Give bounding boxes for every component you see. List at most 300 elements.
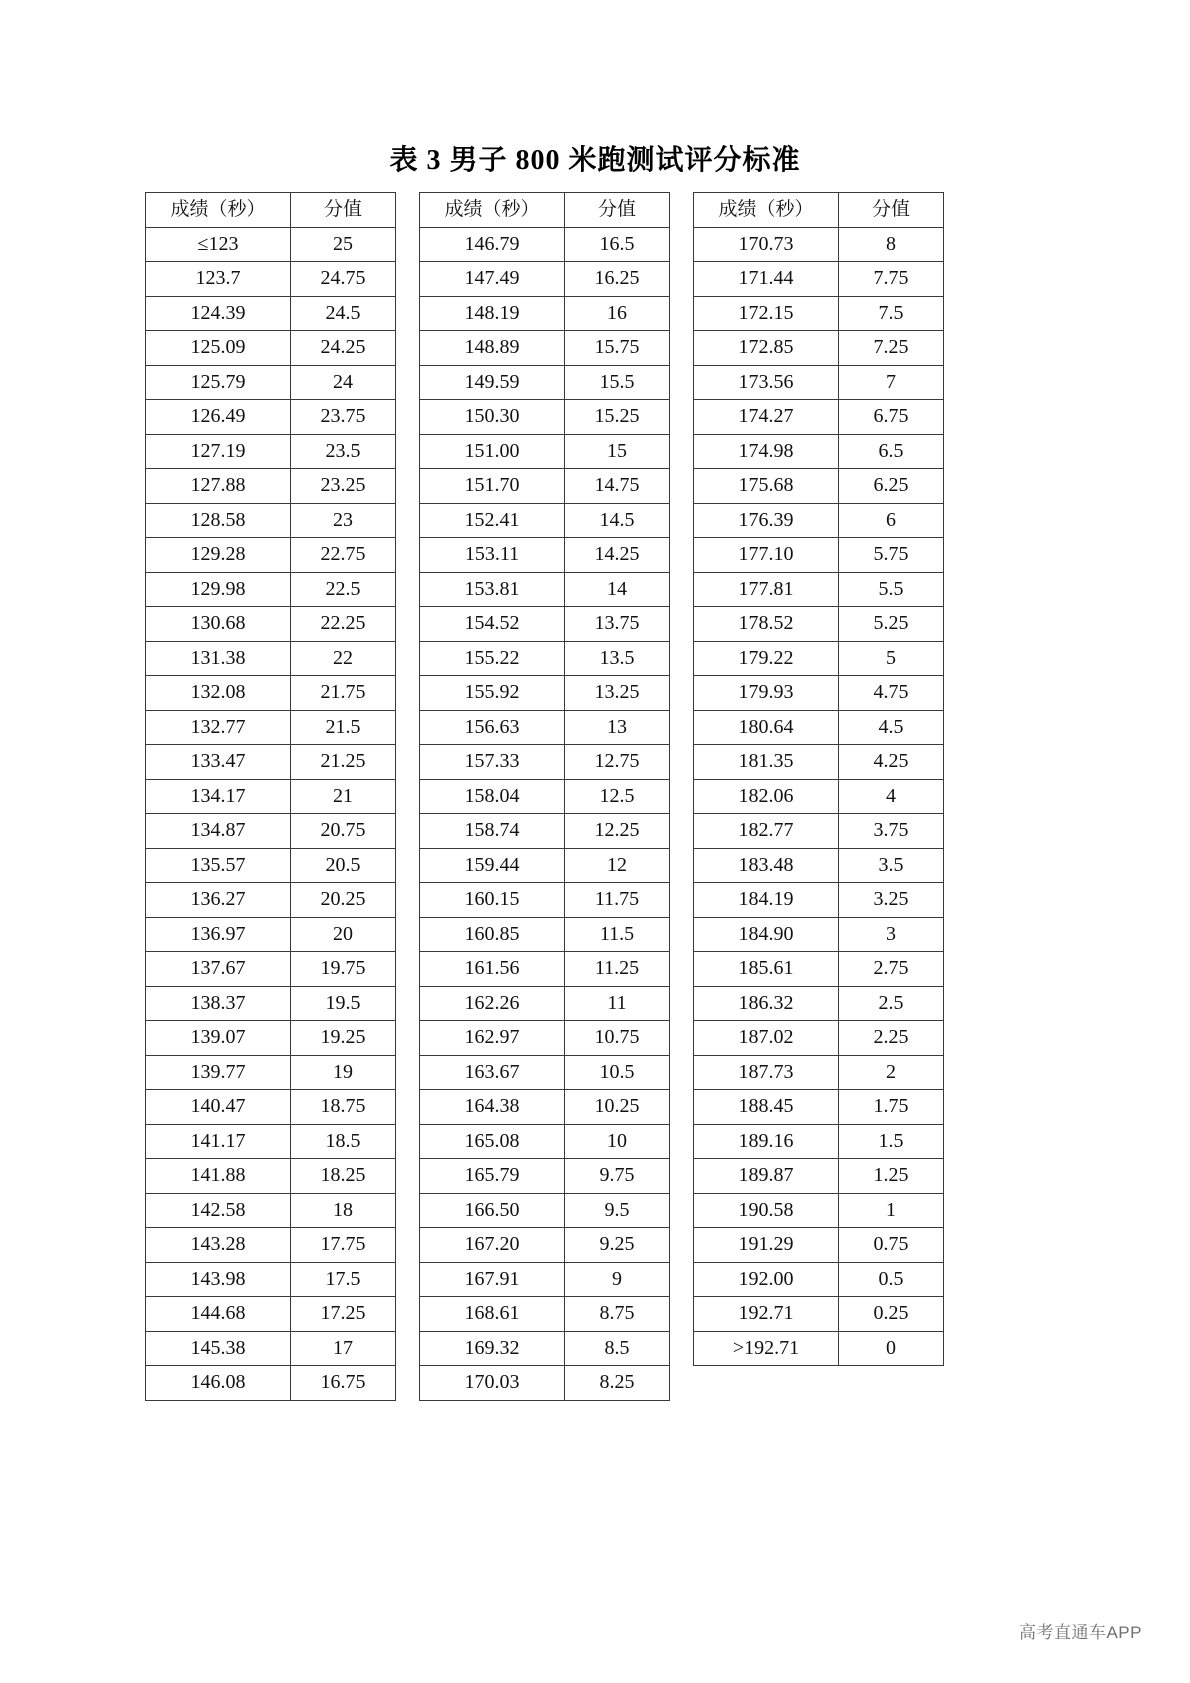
table-row — [146, 572, 396, 607]
cell-score: 15.5 — [565, 365, 670, 400]
table-row — [694, 676, 944, 711]
table-row — [146, 434, 396, 469]
table-row — [420, 745, 670, 780]
cell-score: 14.25 — [565, 538, 670, 573]
cell-time: 185.61 — [694, 952, 839, 987]
cell-time: 150.30 — [420, 400, 565, 435]
table-row — [146, 1124, 396, 1159]
table-row — [146, 1331, 396, 1366]
table-row — [420, 1021, 670, 1056]
cell-time: 184.90 — [694, 917, 839, 952]
cell-time: 130.68 — [146, 607, 291, 642]
cell-time: 129.98 — [146, 572, 291, 607]
cell-score: 9 — [565, 1262, 670, 1297]
table-row — [694, 1021, 944, 1056]
cell-time: 125.09 — [146, 331, 291, 366]
cell-time: 141.17 — [146, 1124, 291, 1159]
cell-score: 23.25 — [291, 469, 396, 504]
cell-time: 174.27 — [694, 400, 839, 435]
cell-time: 162.97 — [420, 1021, 565, 1056]
cell-time: 178.52 — [694, 607, 839, 642]
cell-score: 15 — [565, 434, 670, 469]
cell-time: 159.44 — [420, 848, 565, 883]
table-row — [420, 400, 670, 435]
score-table — [145, 192, 396, 1401]
column-header-score: 分值 — [565, 193, 670, 228]
cell-time: 132.77 — [146, 710, 291, 745]
cell-time: 153.11 — [420, 538, 565, 573]
cell-time: 158.74 — [420, 814, 565, 849]
table-row — [420, 365, 670, 400]
table-row — [420, 296, 670, 331]
cell-score: 20.25 — [291, 883, 396, 918]
cell-time: 173.56 — [694, 365, 839, 400]
cell-score: 11.5 — [565, 917, 670, 952]
cell-score: 11 — [565, 986, 670, 1021]
cell-time: 187.02 — [694, 1021, 839, 1056]
cell-score: 5.75 — [839, 538, 944, 573]
table-row — [420, 1366, 670, 1401]
cell-score: 0 — [839, 1331, 944, 1366]
cell-time: 127.19 — [146, 434, 291, 469]
watermark-label: 高考直通车APP — [1018, 1623, 1142, 1642]
table-row — [420, 1090, 670, 1125]
cell-score: 22.5 — [291, 572, 396, 607]
cell-score: 17 — [291, 1331, 396, 1366]
table-row — [694, 848, 944, 883]
cell-time: 139.77 — [146, 1055, 291, 1090]
table-row — [694, 917, 944, 952]
table-row — [694, 365, 944, 400]
cell-time: 129.28 — [146, 538, 291, 573]
cell-time: 131.38 — [146, 641, 291, 676]
cell-score: 12.75 — [565, 745, 670, 780]
cell-time: 137.67 — [146, 952, 291, 987]
table-row — [420, 848, 670, 883]
cell-score: 13 — [565, 710, 670, 745]
table-row — [420, 952, 670, 987]
cell-time: 172.15 — [694, 296, 839, 331]
table-row — [420, 434, 670, 469]
cell-time: 170.73 — [694, 227, 839, 262]
cell-score: 10.5 — [565, 1055, 670, 1090]
cell-score: 2.75 — [839, 952, 944, 987]
table-row — [694, 1124, 944, 1159]
table-row — [146, 1228, 396, 1263]
table-row — [146, 1159, 396, 1194]
table-row — [420, 538, 670, 573]
table-header-row — [420, 193, 670, 228]
cell-score: 0.75 — [839, 1228, 944, 1263]
cell-score: 6 — [839, 503, 944, 538]
cell-time: 154.52 — [420, 607, 565, 642]
cell-score: 0.25 — [839, 1297, 944, 1332]
cell-score: 7.5 — [839, 296, 944, 331]
table-row — [694, 1297, 944, 1332]
table-row — [146, 986, 396, 1021]
cell-time: 164.38 — [420, 1090, 565, 1125]
cell-time: 177.81 — [694, 572, 839, 607]
table-row — [146, 365, 396, 400]
cell-time: 172.85 — [694, 331, 839, 366]
table-row — [420, 1055, 670, 1090]
cell-score: 22.75 — [291, 538, 396, 573]
cell-score: 8 — [839, 227, 944, 262]
cell-time: 191.29 — [694, 1228, 839, 1263]
column-header-score: 分值 — [291, 193, 396, 228]
cell-score: 4.5 — [839, 710, 944, 745]
table-row — [146, 710, 396, 745]
cell-time: 124.39 — [146, 296, 291, 331]
cell-time: 163.67 — [420, 1055, 565, 1090]
cell-time: 189.87 — [694, 1159, 839, 1194]
cell-score: 19 — [291, 1055, 396, 1090]
cell-time: 162.26 — [420, 986, 565, 1021]
cell-time: 160.15 — [420, 883, 565, 918]
table-row — [694, 262, 944, 297]
cell-score: 0.5 — [839, 1262, 944, 1297]
cell-score: 7.75 — [839, 262, 944, 297]
table-row — [146, 262, 396, 297]
cell-time: 126.49 — [146, 400, 291, 435]
table-header-row — [694, 193, 944, 228]
cell-score: 13.25 — [565, 676, 670, 711]
cell-time: 138.37 — [146, 986, 291, 1021]
cell-score: 19.25 — [291, 1021, 396, 1056]
cell-time: 133.47 — [146, 745, 291, 780]
table-row — [694, 814, 944, 849]
cell-time: 125.79 — [146, 365, 291, 400]
cell-time: 157.33 — [420, 745, 565, 780]
cell-score: 10.25 — [565, 1090, 670, 1125]
cell-time: 182.77 — [694, 814, 839, 849]
cell-score: 24.5 — [291, 296, 396, 331]
cell-score: 17.5 — [291, 1262, 396, 1297]
cell-time: 147.49 — [420, 262, 565, 297]
cell-score: 24.75 — [291, 262, 396, 297]
cell-score: 5.25 — [839, 607, 944, 642]
cell-time: 175.68 — [694, 469, 839, 504]
cell-time: 142.58 — [146, 1193, 291, 1228]
table-row — [420, 1193, 670, 1228]
cell-time: 168.61 — [420, 1297, 565, 1332]
cell-time: 179.22 — [694, 641, 839, 676]
table-row — [420, 262, 670, 297]
cell-score: 18.5 — [291, 1124, 396, 1159]
cell-time: 140.47 — [146, 1090, 291, 1125]
cell-score: 8.5 — [565, 1331, 670, 1366]
cell-score: 16.5 — [565, 227, 670, 262]
table-row — [146, 1262, 396, 1297]
cell-score: 16.75 — [291, 1366, 396, 1401]
table-row — [694, 1228, 944, 1263]
table-row — [420, 331, 670, 366]
cell-score: 5 — [839, 641, 944, 676]
table-row — [420, 710, 670, 745]
cell-time: 188.45 — [694, 1090, 839, 1125]
cell-score: 1.75 — [839, 1090, 944, 1125]
cell-score: 1.25 — [839, 1159, 944, 1194]
table-row — [146, 745, 396, 780]
table-row — [146, 1055, 396, 1090]
table-row — [420, 814, 670, 849]
cell-time: 192.71 — [694, 1297, 839, 1332]
cell-time: 160.85 — [420, 917, 565, 952]
table-row — [694, 400, 944, 435]
table-row — [694, 503, 944, 538]
cell-score: 22 — [291, 641, 396, 676]
score-tables-container — [145, 192, 1050, 1401]
table-row — [694, 538, 944, 573]
cell-score: 25 — [291, 227, 396, 262]
cell-score: 2 — [839, 1055, 944, 1090]
cell-score: 2.25 — [839, 1021, 944, 1056]
table-row — [146, 952, 396, 987]
table-row — [694, 1159, 944, 1194]
table-row — [694, 572, 944, 607]
cell-score: 24.25 — [291, 331, 396, 366]
cell-score: 8.75 — [565, 1297, 670, 1332]
cell-time: 192.00 — [694, 1262, 839, 1297]
table-row — [420, 1228, 670, 1263]
cell-time: 148.19 — [420, 296, 565, 331]
table-row — [694, 641, 944, 676]
cell-time: 167.91 — [420, 1262, 565, 1297]
cell-time: 135.57 — [146, 848, 291, 883]
table-row — [420, 469, 670, 504]
cell-score: 9.25 — [565, 1228, 670, 1263]
table-row — [420, 607, 670, 642]
table-row — [694, 331, 944, 366]
table-row — [146, 779, 396, 814]
table-row — [146, 227, 396, 262]
cell-score: 6.25 — [839, 469, 944, 504]
cell-score: 12 — [565, 848, 670, 883]
table-row — [146, 1297, 396, 1332]
table-row — [146, 1090, 396, 1125]
table-row — [146, 331, 396, 366]
cell-score: 21.25 — [291, 745, 396, 780]
column-header-time: 成绩（秒） — [420, 193, 565, 228]
table-row — [420, 1262, 670, 1297]
cell-time: 166.50 — [420, 1193, 565, 1228]
cell-score: 17.75 — [291, 1228, 396, 1263]
cell-score: 24 — [291, 365, 396, 400]
table-row — [146, 917, 396, 952]
table-row — [146, 607, 396, 642]
cell-time: 182.06 — [694, 779, 839, 814]
table-row — [694, 434, 944, 469]
table-row — [420, 883, 670, 918]
cell-score: 2.5 — [839, 986, 944, 1021]
cell-time: 136.27 — [146, 883, 291, 918]
table-row — [146, 1366, 396, 1401]
cell-score: 4.75 — [839, 676, 944, 711]
table-row — [146, 538, 396, 573]
table-row — [146, 503, 396, 538]
score-table-block — [693, 192, 941, 1366]
cell-time: 136.97 — [146, 917, 291, 952]
table-row — [146, 848, 396, 883]
score-table-block — [419, 192, 667, 1401]
cell-time: 148.89 — [420, 331, 565, 366]
cell-score: 21.75 — [291, 676, 396, 711]
cell-time: 144.68 — [146, 1297, 291, 1332]
cell-score: 21 — [291, 779, 396, 814]
cell-score: 14 — [565, 572, 670, 607]
table-row — [694, 710, 944, 745]
cell-score: 11.75 — [565, 883, 670, 918]
cell-time: 141.88 — [146, 1159, 291, 1194]
cell-score: 6.5 — [839, 434, 944, 469]
cell-time: 158.04 — [420, 779, 565, 814]
cell-score: 7.25 — [839, 331, 944, 366]
table-row — [694, 745, 944, 780]
table-row — [694, 986, 944, 1021]
cell-time: 176.39 — [694, 503, 839, 538]
cell-time: 139.07 — [146, 1021, 291, 1056]
cell-score: 1 — [839, 1193, 944, 1228]
table-row — [694, 1331, 944, 1366]
table-row — [146, 400, 396, 435]
cell-time: ≤123 — [146, 227, 291, 262]
cell-score: 10.75 — [565, 1021, 670, 1056]
table-row — [420, 641, 670, 676]
cell-score: 20.75 — [291, 814, 396, 849]
cell-score: 15.75 — [565, 331, 670, 366]
cell-score: 3.75 — [839, 814, 944, 849]
cell-time: 152.41 — [420, 503, 565, 538]
table-row — [420, 779, 670, 814]
cell-time: 146.79 — [420, 227, 565, 262]
table-row — [694, 296, 944, 331]
cell-score: 18.75 — [291, 1090, 396, 1125]
cell-score: 8.25 — [565, 1366, 670, 1401]
cell-score: 19.75 — [291, 952, 396, 987]
table-row — [146, 469, 396, 504]
table-row — [146, 883, 396, 918]
column-header-time: 成绩（秒） — [694, 193, 839, 228]
cell-time: 189.16 — [694, 1124, 839, 1159]
column-header-score: 分值 — [839, 193, 944, 228]
cell-time: 174.98 — [694, 434, 839, 469]
table-row — [694, 779, 944, 814]
table-row — [694, 469, 944, 504]
table-row — [146, 676, 396, 711]
table-header-row — [146, 193, 396, 228]
cell-score: 4 — [839, 779, 944, 814]
cell-time: 181.35 — [694, 745, 839, 780]
cell-score: 9.75 — [565, 1159, 670, 1194]
table-row — [694, 227, 944, 262]
column-header-time: 成绩（秒） — [146, 193, 291, 228]
cell-time: 149.59 — [420, 365, 565, 400]
cell-time: 179.93 — [694, 676, 839, 711]
table-row — [146, 1021, 396, 1056]
cell-score: 20.5 — [291, 848, 396, 883]
table-row — [420, 572, 670, 607]
cell-time: 167.20 — [420, 1228, 565, 1263]
cell-score: 7 — [839, 365, 944, 400]
cell-time: 165.79 — [420, 1159, 565, 1194]
table-row — [420, 1297, 670, 1332]
table-row — [146, 1193, 396, 1228]
cell-score: 13.5 — [565, 641, 670, 676]
cell-time: 151.00 — [420, 434, 565, 469]
cell-score: 11.25 — [565, 952, 670, 987]
cell-score: 6.75 — [839, 400, 944, 435]
cell-score: 23 — [291, 503, 396, 538]
cell-score: 23.75 — [291, 400, 396, 435]
score-table — [419, 192, 670, 1401]
cell-score: 4.25 — [839, 745, 944, 780]
cell-time: 145.38 — [146, 1331, 291, 1366]
cell-time: 155.22 — [420, 641, 565, 676]
cell-score: 14.5 — [565, 503, 670, 538]
cell-score: 18 — [291, 1193, 396, 1228]
table-row — [420, 1124, 670, 1159]
table-row — [420, 227, 670, 262]
cell-time: 146.08 — [146, 1366, 291, 1401]
table-row — [694, 952, 944, 987]
cell-score: 23.5 — [291, 434, 396, 469]
table-row — [694, 1193, 944, 1228]
cell-time: 155.92 — [420, 676, 565, 711]
cell-time: 171.44 — [694, 262, 839, 297]
cell-time: 156.63 — [420, 710, 565, 745]
cell-score: 1.5 — [839, 1124, 944, 1159]
table-row — [420, 1159, 670, 1194]
cell-time: 177.10 — [694, 538, 839, 573]
cell-score: 21.5 — [291, 710, 396, 745]
cell-time: 132.08 — [146, 676, 291, 711]
score-table-block — [145, 192, 393, 1401]
cell-time: 190.58 — [694, 1193, 839, 1228]
cell-time: 143.98 — [146, 1262, 291, 1297]
cell-time: 180.64 — [694, 710, 839, 745]
cell-score: 9.5 — [565, 1193, 670, 1228]
cell-score: 5.5 — [839, 572, 944, 607]
table-row — [420, 503, 670, 538]
table-row — [694, 1055, 944, 1090]
cell-time: 134.17 — [146, 779, 291, 814]
cell-score: 3 — [839, 917, 944, 952]
cell-time: 143.28 — [146, 1228, 291, 1263]
table-row — [420, 986, 670, 1021]
cell-score: 16.25 — [565, 262, 670, 297]
table-row — [420, 917, 670, 952]
cell-time: >192.71 — [694, 1331, 839, 1366]
table-row — [146, 641, 396, 676]
cell-time: 153.81 — [420, 572, 565, 607]
cell-time: 169.32 — [420, 1331, 565, 1366]
table-row — [694, 1090, 944, 1125]
table-row — [694, 1262, 944, 1297]
cell-time: 127.88 — [146, 469, 291, 504]
cell-time: 123.7 — [146, 262, 291, 297]
cell-score: 3.5 — [839, 848, 944, 883]
page-title: 表 3 男子 800 米跑测试评分标准 — [389, 145, 801, 176]
cell-time: 128.58 — [146, 503, 291, 538]
cell-time: 187.73 — [694, 1055, 839, 1090]
cell-score: 10 — [565, 1124, 670, 1159]
cell-score: 17.25 — [291, 1297, 396, 1332]
cell-score: 22.25 — [291, 607, 396, 642]
table-row — [694, 883, 944, 918]
cell-time: 186.32 — [694, 986, 839, 1021]
cell-score: 20 — [291, 917, 396, 952]
cell-score: 15.25 — [565, 400, 670, 435]
